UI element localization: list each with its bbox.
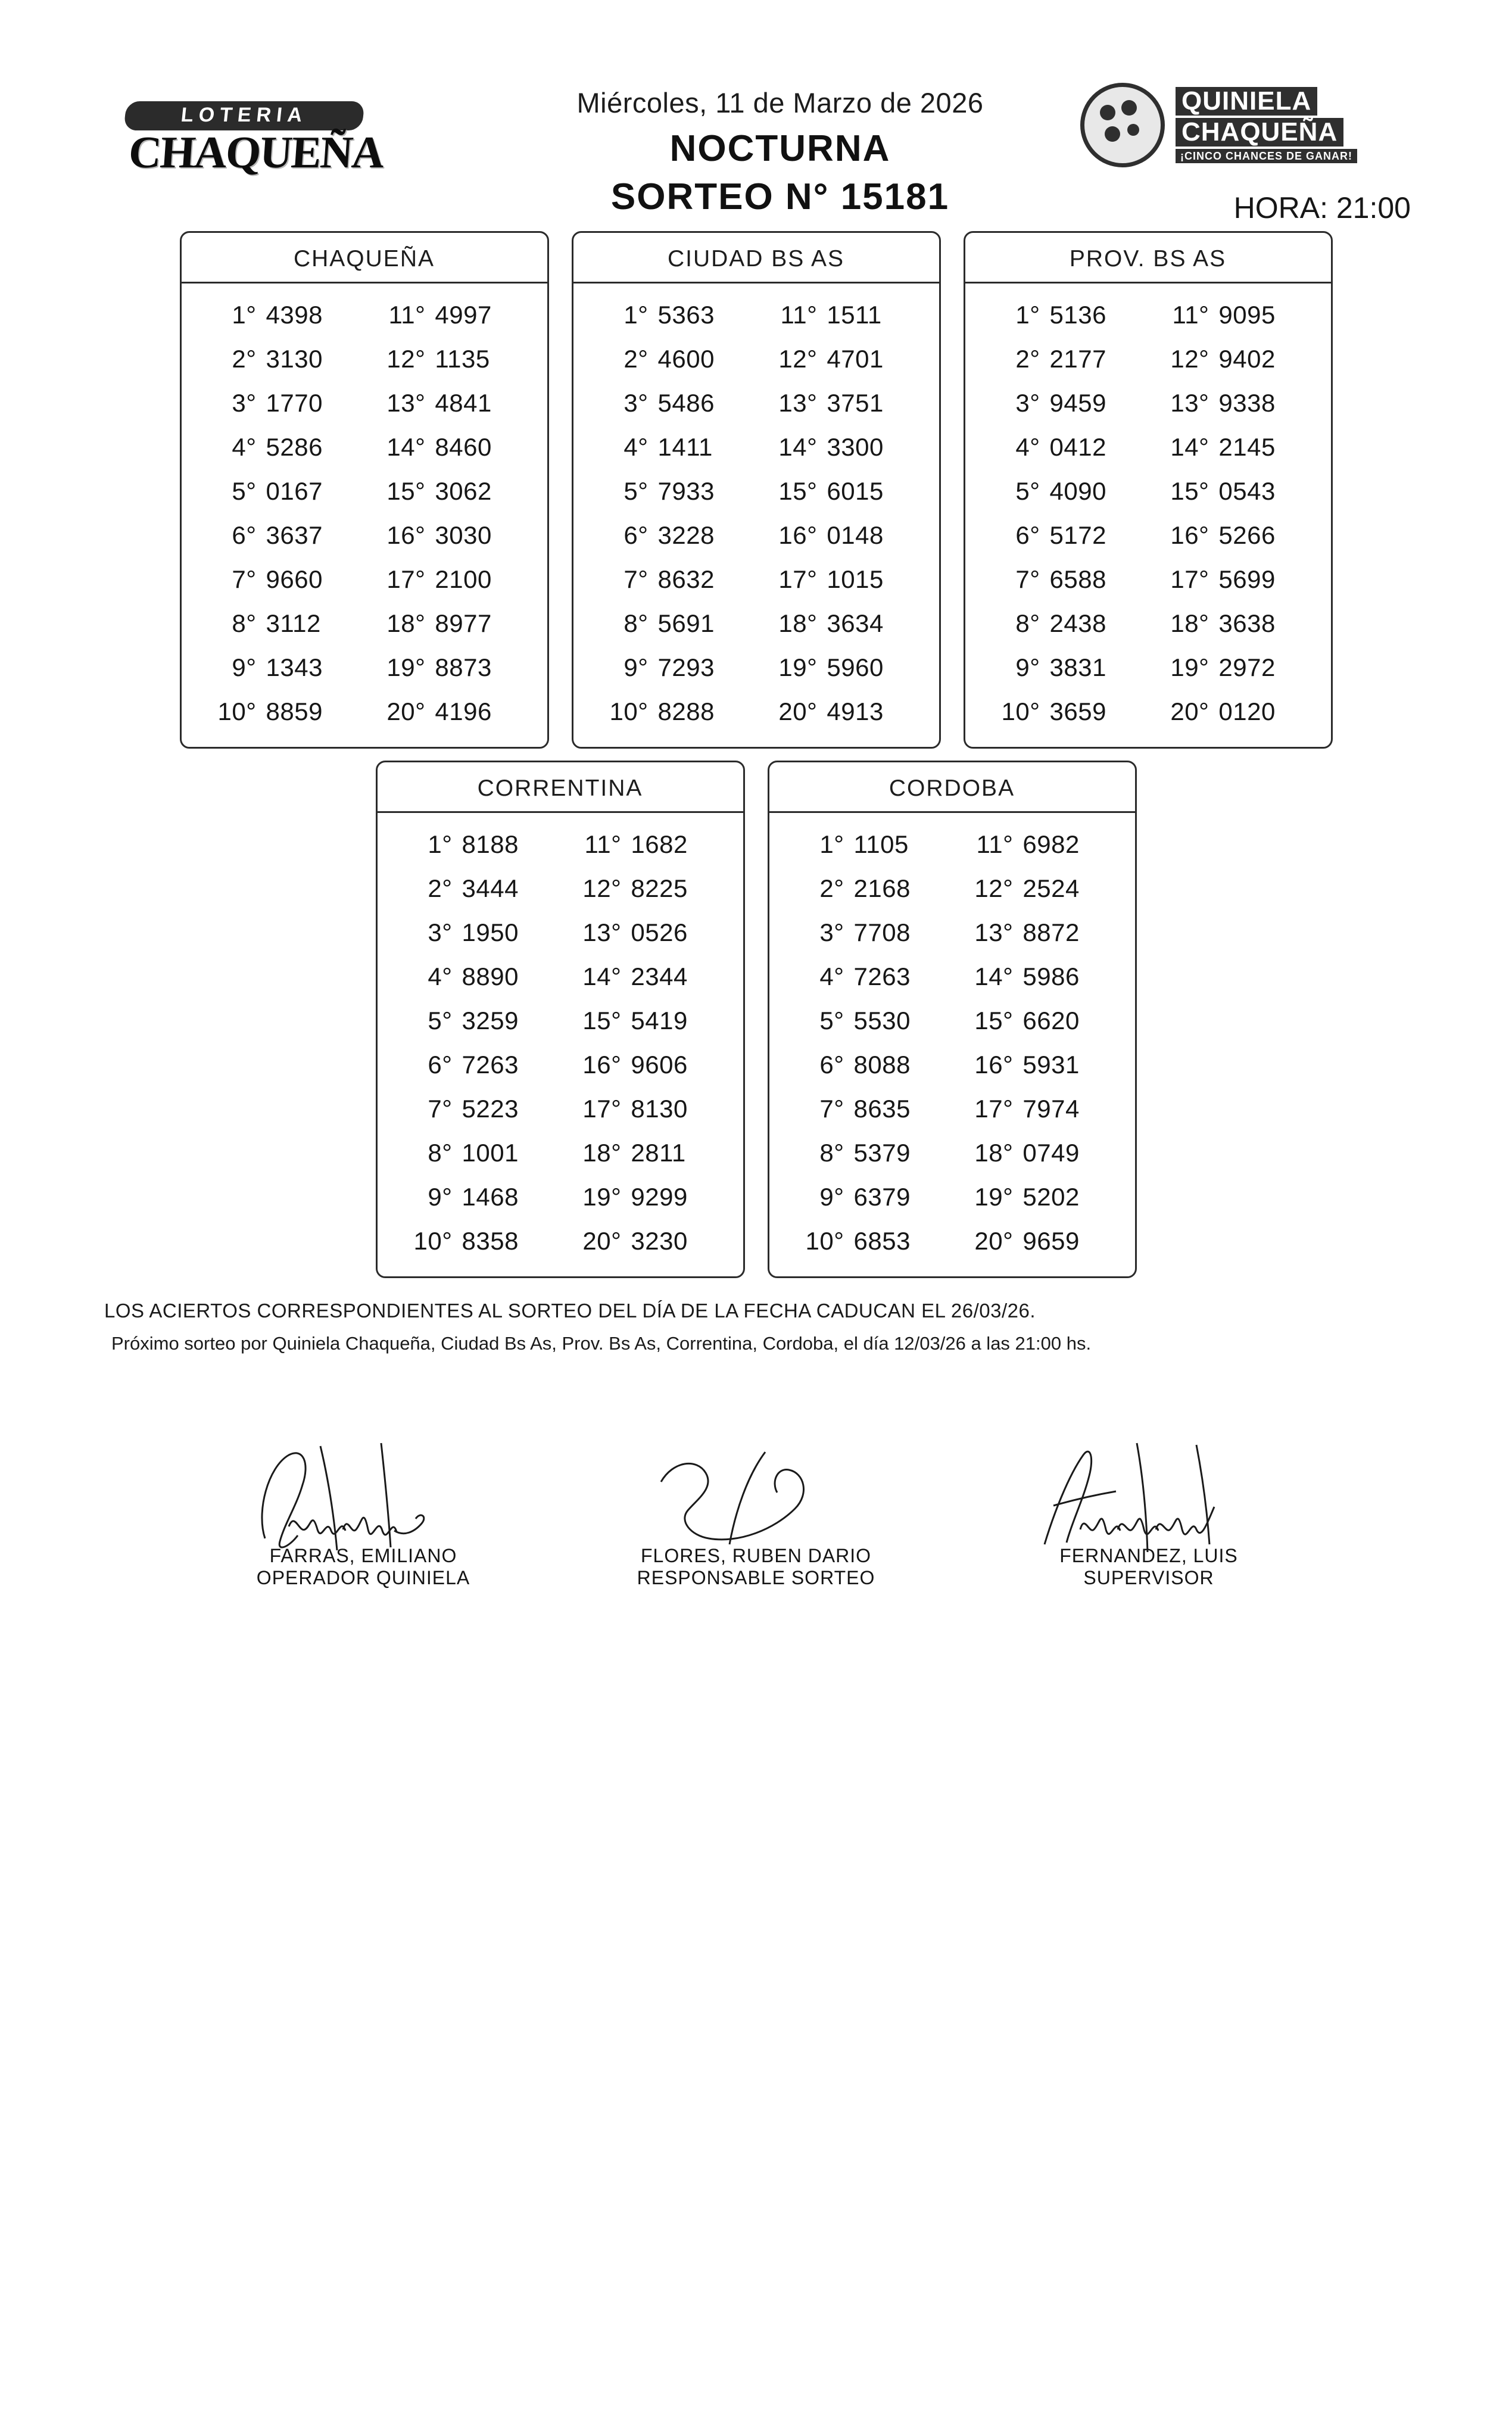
- position-label: 20°: [1170, 697, 1209, 725]
- logo-chaquena-word-right: CHAQUEÑA: [1176, 118, 1343, 147]
- position-label: 10°: [217, 697, 257, 725]
- position-label: 8°: [623, 609, 649, 637]
- footer-notes: [0, 1300, 1512, 1354]
- result-number: 3112: [266, 609, 321, 637]
- position-label: 5°: [232, 477, 257, 505]
- result-number: 0120: [1218, 697, 1276, 725]
- draw-name: NOCTURNA: [669, 128, 891, 169]
- position-label: 10°: [805, 1227, 844, 1255]
- position-label: 1°: [819, 830, 844, 858]
- result-number: 3259: [462, 1007, 519, 1035]
- expiry-note: LOS ACIERTOS CORRESPONDIENTES AL SORTEO DEL DÍA DE LA FECHA CADUCAN EL 26/03/26.: [104, 1300, 1036, 1322]
- signature-block-supervisor: [982, 1432, 1315, 1589]
- result-number: 6620: [1022, 1007, 1080, 1035]
- result-number: 3062: [435, 477, 492, 505]
- position-label: 1°: [623, 301, 649, 329]
- table-row: [202, 646, 527, 690]
- result-number: 6015: [827, 477, 884, 505]
- result-number: 1343: [266, 653, 323, 681]
- position-label: 16°: [386, 521, 426, 549]
- position-label: 14°: [974, 962, 1014, 990]
- results-card-ciudad-bs-as: [572, 231, 941, 749]
- card-title: CORRENTINA: [378, 762, 743, 813]
- table-row: [398, 1131, 723, 1175]
- table-row: [790, 822, 1115, 867]
- position-label: 7°: [428, 1095, 453, 1123]
- position-label: 18°: [974, 1139, 1014, 1167]
- result-number: 2177: [1049, 345, 1106, 373]
- position-label: 2°: [623, 345, 649, 373]
- table-row: [202, 293, 527, 337]
- table-row: [594, 469, 919, 513]
- position-label: 18°: [582, 1139, 622, 1167]
- result-number: 7708: [853, 918, 911, 946]
- result-number: 5379: [853, 1139, 911, 1167]
- result-number: 5419: [631, 1007, 688, 1035]
- table-row: [986, 337, 1311, 381]
- result-number: 0749: [1022, 1139, 1080, 1167]
- position-label: 1°: [428, 830, 453, 858]
- result-number: 1682: [631, 830, 688, 858]
- result-number: 9660: [266, 565, 323, 593]
- results-row-top: [0, 231, 1512, 749]
- position-label: 2°: [428, 874, 453, 902]
- draw-number: SORTEO N° 15181: [610, 176, 950, 217]
- position-label: 19°: [778, 653, 818, 681]
- table-row: [594, 513, 919, 557]
- result-number: 3638: [1218, 609, 1276, 637]
- table-row: [790, 911, 1115, 955]
- result-number: 0167: [266, 477, 323, 505]
- position-label: 4°: [1015, 433, 1040, 461]
- table-row: [594, 557, 919, 602]
- table-row: [398, 1219, 723, 1263]
- position-label: 11°: [1172, 301, 1209, 329]
- table-row: [202, 381, 527, 425]
- position-label: 10°: [609, 697, 649, 725]
- results-card-chaquena: [180, 231, 549, 749]
- position-label: 13°: [386, 389, 426, 417]
- position-label: 16°: [582, 1051, 622, 1079]
- position-label: 14°: [778, 433, 818, 461]
- draw-time: HORA: 21:00: [1233, 191, 1411, 225]
- signature-name: FERNANDEZ, LUIS: [1059, 1545, 1238, 1566]
- result-number: 2524: [1022, 874, 1080, 902]
- table-row: [986, 293, 1311, 337]
- position-label: 18°: [1170, 609, 1209, 637]
- result-number: 2145: [1218, 433, 1276, 461]
- signature-ink: [590, 1432, 923, 1545]
- result-number: 3659: [1049, 697, 1106, 725]
- position-label: 2°: [232, 345, 257, 373]
- position-label: 7°: [623, 565, 649, 593]
- result-number: 1950: [462, 918, 519, 946]
- table-row: [790, 1043, 1115, 1087]
- position-label: 4°: [428, 962, 453, 990]
- position-label: 4°: [232, 433, 257, 461]
- table-row: [398, 822, 723, 867]
- table-row: [790, 955, 1115, 999]
- position-label: 15°: [582, 1007, 622, 1035]
- result-number: 8358: [462, 1227, 519, 1255]
- position-label: 16°: [778, 521, 818, 549]
- result-number: 5691: [657, 609, 715, 637]
- result-number: 3444: [462, 874, 519, 902]
- result-number: 9402: [1218, 345, 1276, 373]
- result-number: 4090: [1049, 477, 1106, 505]
- position-label: 8°: [232, 609, 257, 637]
- results-card-cordoba: [768, 761, 1137, 1278]
- table-row: [790, 1087, 1115, 1131]
- position-label: 6°: [623, 521, 649, 549]
- draw-date: Miércoles, 11 de Marzo de 2026: [576, 87, 984, 119]
- table-row: [594, 381, 919, 425]
- position-label: 10°: [1001, 697, 1040, 725]
- position-label: 4°: [819, 962, 844, 990]
- result-number: 8225: [631, 874, 688, 902]
- position-label: 18°: [386, 609, 426, 637]
- result-number: 3300: [827, 433, 884, 461]
- position-label: 14°: [386, 433, 426, 461]
- lottery-ball-icon: [1080, 83, 1165, 167]
- position-label: 7°: [1015, 565, 1040, 593]
- result-number: 8632: [657, 565, 715, 593]
- document-header: [0, 0, 1512, 225]
- result-number: 9299: [631, 1183, 688, 1211]
- position-label: 14°: [1170, 433, 1209, 461]
- card-title: PROV. BS AS: [965, 233, 1331, 283]
- position-label: 4°: [623, 433, 649, 461]
- table-row: [790, 1131, 1115, 1175]
- table-row: [790, 999, 1115, 1043]
- position-label: 15°: [778, 477, 818, 505]
- position-label: 12°: [778, 345, 818, 373]
- position-label: 13°: [974, 918, 1014, 946]
- signature-role: SUPERVISOR: [1083, 1567, 1214, 1588]
- result-number: 5363: [657, 301, 715, 329]
- table-row: [594, 690, 919, 734]
- signature-name: FARRAS, EMILIANO: [269, 1545, 457, 1566]
- position-label: 1°: [232, 301, 257, 329]
- result-number: 4841: [435, 389, 492, 417]
- result-number: 8460: [435, 433, 492, 461]
- position-label: 3°: [232, 389, 257, 417]
- result-number: 8130: [631, 1095, 688, 1123]
- result-number: 9338: [1218, 389, 1276, 417]
- title-block: [453, 86, 1108, 218]
- result-number: 1468: [462, 1183, 519, 1211]
- table-row: [986, 381, 1311, 425]
- table-row: [202, 557, 527, 602]
- result-number: 3634: [827, 609, 884, 637]
- results-card-prov-bs-as: [964, 231, 1333, 749]
- result-number: 5223: [462, 1095, 519, 1123]
- card-title: CHAQUEÑA: [182, 233, 547, 283]
- position-label: 20°: [974, 1227, 1014, 1255]
- signature-ink: [982, 1432, 1315, 1545]
- position-label: 11°: [584, 830, 622, 858]
- position-label: 5°: [819, 1007, 844, 1035]
- table-row: [202, 602, 527, 646]
- table-row: [986, 690, 1311, 734]
- position-label: 16°: [974, 1051, 1014, 1079]
- position-label: 20°: [582, 1227, 622, 1255]
- result-number: 3030: [435, 521, 492, 549]
- result-number: 1015: [827, 565, 884, 593]
- table-row: [398, 999, 723, 1043]
- position-label: 8°: [819, 1139, 844, 1167]
- result-number: 8859: [266, 697, 323, 725]
- position-label: 6°: [819, 1051, 844, 1079]
- table-row: [398, 867, 723, 911]
- result-number: 5136: [1049, 301, 1106, 329]
- table-row: [594, 293, 919, 337]
- table-row: [986, 513, 1311, 557]
- position-label: 6°: [1015, 521, 1040, 549]
- quiniela-chaquena-logo: [1080, 80, 1414, 170]
- result-number: 6588: [1049, 565, 1106, 593]
- position-label: 1°: [1015, 301, 1040, 329]
- table-row: [398, 911, 723, 955]
- result-number: 7263: [462, 1051, 519, 1079]
- position-label: 17°: [778, 565, 818, 593]
- position-label: 12°: [582, 874, 622, 902]
- position-label: 18°: [778, 609, 818, 637]
- position-label: 11°: [976, 830, 1014, 858]
- logo-loteria-word: LOTERIA: [123, 101, 364, 130]
- position-label: 17°: [386, 565, 426, 593]
- position-label: 3°: [428, 918, 453, 946]
- position-label: 7°: [232, 565, 257, 593]
- position-label: 9°: [428, 1183, 453, 1211]
- result-number: 8890: [462, 962, 519, 990]
- position-label: 11°: [388, 301, 426, 329]
- result-number: 0526: [631, 918, 688, 946]
- result-number: 3228: [657, 521, 715, 549]
- result-number: 5960: [827, 653, 884, 681]
- result-number: 0543: [1218, 477, 1276, 505]
- table-row: [398, 1087, 723, 1131]
- position-label: 3°: [623, 389, 649, 417]
- position-label: 9°: [232, 653, 257, 681]
- position-label: 9°: [819, 1183, 844, 1211]
- result-number: 7974: [1022, 1095, 1080, 1123]
- card-title: CIUDAD BS AS: [573, 233, 939, 283]
- position-label: 19°: [1170, 653, 1209, 681]
- result-number: 4398: [266, 301, 323, 329]
- result-number: 4913: [827, 697, 884, 725]
- position-label: 19°: [582, 1183, 622, 1211]
- position-label: 6°: [232, 521, 257, 549]
- table-row: [986, 425, 1311, 469]
- position-label: 17°: [974, 1095, 1014, 1123]
- position-label: 6°: [428, 1051, 453, 1079]
- signature-ink: [197, 1432, 530, 1545]
- result-number: 3130: [266, 345, 323, 373]
- results-card-correntina: [376, 761, 745, 1278]
- next-draw-note: Próximo sorteo por Quiniela Chaqueña, Ciudad Bs As, Prov. Bs As, Correntina, Cordoba, el día 12/03/26 a las 21:00 hs.: [111, 1333, 1092, 1354]
- table-row: [790, 1219, 1115, 1263]
- table-row: [986, 602, 1311, 646]
- result-number: 8873: [435, 653, 492, 681]
- result-number: 2168: [853, 874, 911, 902]
- table-row: [594, 646, 919, 690]
- result-number: 8872: [1022, 918, 1080, 946]
- result-number: 4701: [827, 345, 884, 373]
- result-number: 5530: [853, 1007, 911, 1035]
- table-row: [594, 337, 919, 381]
- result-number: 9659: [1022, 1227, 1080, 1255]
- position-label: 8°: [428, 1139, 453, 1167]
- position-label: 13°: [1170, 389, 1209, 417]
- position-label: 9°: [1015, 653, 1040, 681]
- result-number: 8088: [853, 1051, 911, 1079]
- position-label: 19°: [386, 653, 426, 681]
- table-row: [202, 337, 527, 381]
- result-number: 4600: [657, 345, 715, 373]
- position-label: 11°: [780, 301, 818, 329]
- result-number: 8635: [853, 1095, 911, 1123]
- position-label: 10°: [413, 1227, 453, 1255]
- position-label: 7°: [819, 1095, 844, 1123]
- result-number: 6853: [853, 1227, 911, 1255]
- result-number: 5931: [1022, 1051, 1080, 1079]
- result-number: 3637: [266, 521, 323, 549]
- signature-block-responsable: [590, 1432, 923, 1589]
- result-number: 4997: [435, 301, 492, 329]
- position-label: 13°: [778, 389, 818, 417]
- result-number: 3751: [827, 389, 884, 417]
- position-label: 17°: [582, 1095, 622, 1123]
- result-number: 6379: [853, 1183, 911, 1211]
- table-row: [986, 557, 1311, 602]
- result-number: 8188: [462, 830, 519, 858]
- result-number: 2811: [631, 1139, 686, 1167]
- position-label: 14°: [582, 962, 622, 990]
- table-row: [398, 1043, 723, 1087]
- result-number: 5486: [657, 389, 715, 417]
- result-number: 8977: [435, 609, 492, 637]
- result-number: 2344: [631, 962, 688, 990]
- result-number: 7263: [853, 962, 911, 990]
- position-label: 16°: [1170, 521, 1209, 549]
- position-label: 5°: [428, 1007, 453, 1035]
- logo-slogan: ¡CINCO CHANCES DE GANAR!: [1176, 149, 1357, 163]
- result-number: 2972: [1218, 653, 1276, 681]
- table-row: [398, 955, 723, 999]
- result-number: 5699: [1218, 565, 1276, 593]
- position-label: 3°: [1015, 389, 1040, 417]
- table-row: [594, 425, 919, 469]
- loteria-chaquena-logo: [101, 101, 411, 194]
- position-label: 12°: [1170, 345, 1209, 373]
- logo-quiniela-word: QUINIELA: [1176, 87, 1317, 116]
- position-label: 12°: [974, 874, 1014, 902]
- position-label: 15°: [1170, 477, 1209, 505]
- position-label: 15°: [974, 1007, 1014, 1035]
- signature-role: OPERADOR QUINIELA: [256, 1567, 470, 1588]
- result-number: 9095: [1218, 301, 1276, 329]
- table-row: [202, 469, 527, 513]
- position-label: 12°: [386, 345, 426, 373]
- card-title: CORDOBA: [769, 762, 1135, 813]
- result-number: 5266: [1218, 521, 1276, 549]
- table-row: [790, 1175, 1115, 1219]
- result-number: 7933: [657, 477, 715, 505]
- position-label: 15°: [386, 477, 426, 505]
- result-number: 1135: [435, 345, 490, 373]
- result-number: 9606: [631, 1051, 688, 1079]
- table-row: [202, 425, 527, 469]
- position-label: 2°: [1015, 345, 1040, 373]
- position-label: 2°: [819, 874, 844, 902]
- result-number: 7293: [657, 653, 715, 681]
- position-label: 9°: [623, 653, 649, 681]
- table-row: [986, 646, 1311, 690]
- result-number: 5986: [1022, 962, 1080, 990]
- table-row: [202, 513, 527, 557]
- table-row: [398, 1175, 723, 1219]
- position-label: 5°: [623, 477, 649, 505]
- result-number: 0148: [827, 521, 884, 549]
- signature-role: RESPONSABLE SORTEO: [637, 1567, 875, 1588]
- position-label: 5°: [1015, 477, 1040, 505]
- result-number: 1411: [657, 433, 713, 461]
- result-number: 1511: [827, 301, 882, 329]
- result-number: 5172: [1049, 521, 1106, 549]
- result-number: 4196: [435, 697, 492, 725]
- signature-block-operador: [197, 1432, 530, 1589]
- result-number: 5286: [266, 433, 323, 461]
- result-number: 6982: [1022, 830, 1080, 858]
- result-number: 3831: [1049, 653, 1106, 681]
- result-number: 1001: [462, 1139, 519, 1167]
- position-label: 8°: [1015, 609, 1040, 637]
- position-label: 13°: [582, 918, 622, 946]
- result-number: 5202: [1022, 1183, 1080, 1211]
- position-label: 17°: [1170, 565, 1209, 593]
- result-number: 2100: [435, 565, 492, 593]
- position-label: 3°: [819, 918, 844, 946]
- logo-chaquena-word: CHAQUEÑA: [127, 127, 385, 177]
- result-number: 8288: [657, 697, 715, 725]
- table-row: [790, 867, 1115, 911]
- position-label: 20°: [386, 697, 426, 725]
- result-number: 1105: [853, 830, 909, 858]
- result-number: 3230: [631, 1227, 688, 1255]
- position-label: 19°: [974, 1183, 1014, 1211]
- signature-name: FLORES, RUBEN DARIO: [640, 1545, 872, 1566]
- results-row-bottom: [0, 761, 1512, 1278]
- table-row: [594, 602, 919, 646]
- result-number: 2438: [1049, 609, 1106, 637]
- result-number: 9459: [1049, 389, 1106, 417]
- table-row: [986, 469, 1311, 513]
- signatures-section: [0, 1432, 1512, 1589]
- position-label: 20°: [778, 697, 818, 725]
- result-number: 1770: [266, 389, 323, 417]
- table-row: [202, 690, 527, 734]
- result-number: 0412: [1049, 433, 1106, 461]
